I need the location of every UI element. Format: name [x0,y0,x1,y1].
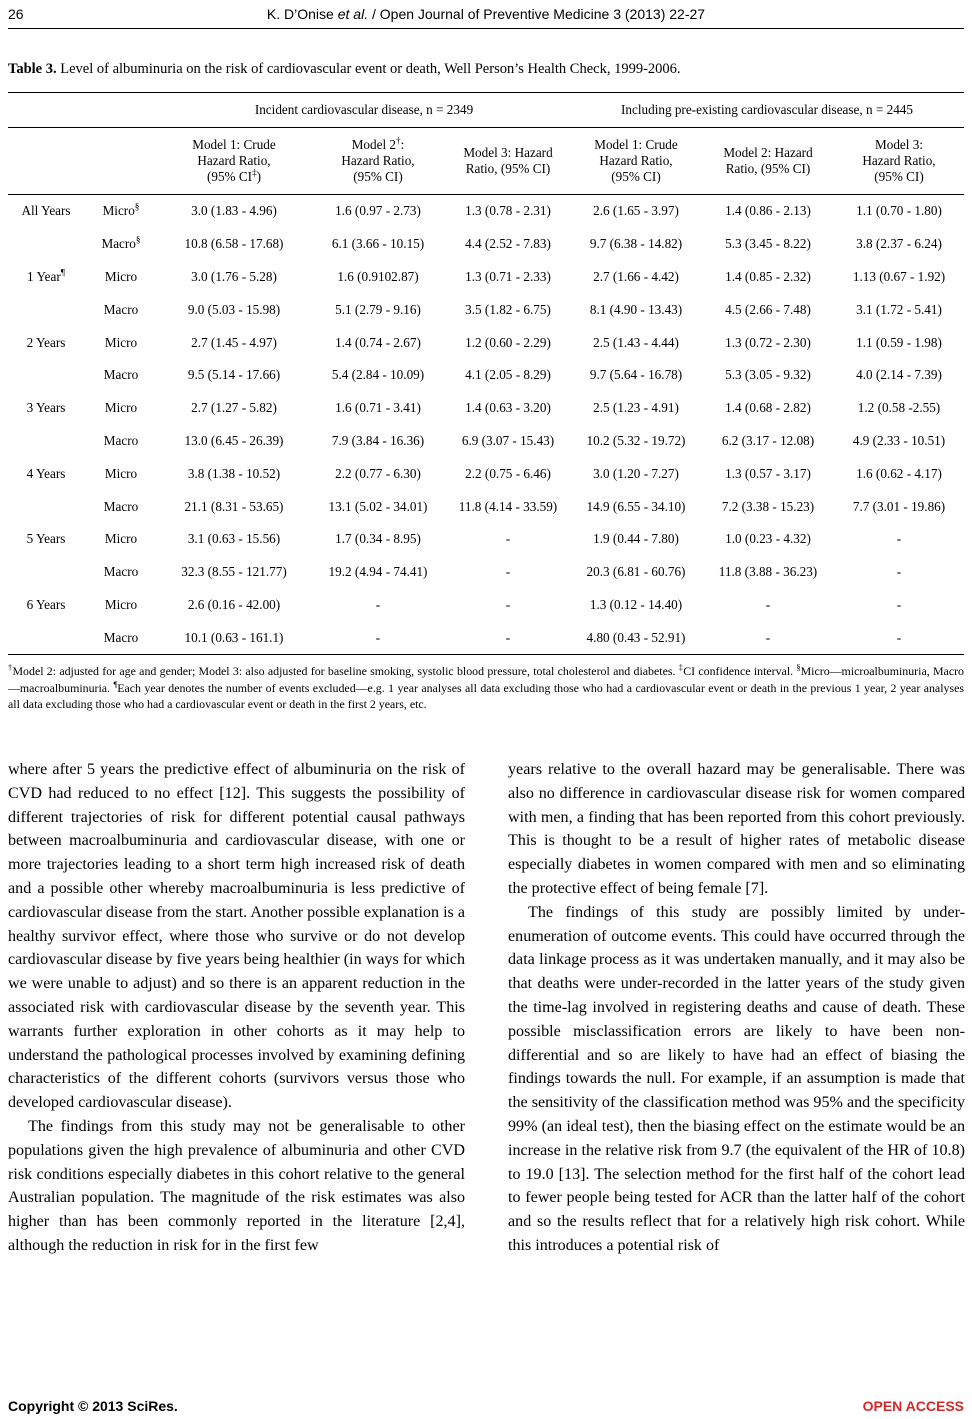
table-cell: 1.3 (0.57 - 3.17) [725,465,811,481]
row-albuminuria-type: Macro [84,621,158,654]
table-row [8,523,964,556]
column-header: Model 3: Hazard Ratio, (95% CI) [446,128,570,195]
row-year-label [8,425,84,458]
table-cell: 1.2 (0.60 - 2.29) [465,334,551,350]
row-year-label: All Years [21,203,71,219]
table-row [8,326,964,359]
table-row [8,228,964,261]
table-cell: 4.0 (2.14 - 7.39) [856,367,942,383]
table-cell: 3.0 (1.76 - 5.28) [191,268,277,284]
table-cell: 3.0 (1.20 - 7.27) [593,465,679,481]
column-header-row [8,128,964,195]
table-cell: 9.0 (5.03 - 15.98) [187,301,281,317]
table-cell: 10.2 (5.32 - 19.72) [586,432,686,448]
row-albuminuria-type: Micro [104,334,138,350]
table-cell: 9.7 (6.38 - 14.82) [589,236,683,252]
table-row [8,392,964,425]
table-cell: 11.8 (4.14 - 33.59) [458,498,558,514]
table-cell: 2.5 (1.23 - 4.91) [593,400,679,416]
row-albuminuria-type: Macro [103,564,139,580]
table-cell: 2.7 (1.27 - 5.82) [191,400,277,416]
table-cell: 1.1 (0.70 - 1.80) [856,203,942,219]
column-header: Model 1: Crude Hazard Ratio, (95% CI‡) [158,128,310,195]
table-cell: 21.1 (8.31 - 53.65) [184,498,284,514]
table-cell: 5.4 (2.84 - 10.09) [331,367,425,383]
copyright: Copyright © 2013 SciRes. [8,1398,178,1414]
table-cell: 2.2 (0.75 - 6.46) [465,465,551,481]
table-cell: 5.1 (2.79 - 9.16) [335,301,421,317]
table-cell: 2.6 (1.65 - 3.97) [593,203,679,219]
table-cell: 11.8 (3.88 - 36.23) [718,564,818,580]
row-year-label [8,621,84,654]
table-cell: 6.2 (3.17 - 12.08) [721,432,815,448]
table-cell: 5.3 (3.45 - 8.22) [725,236,811,252]
table-cell: 1.3 (0.78 - 2.31) [465,203,551,219]
table-cell: 4.4 (2.52 - 7.83) [465,236,551,252]
table-cell: 1.6 (0.62 - 4.17) [856,465,942,481]
row-albuminuria-type: Micro [104,531,138,547]
table-cell: 1.4 (0.63 - 3.20) [465,400,551,416]
group-header-row [8,93,964,128]
table-cell: - [896,596,902,612]
row-albuminuria-type: Macro§ [101,234,141,252]
table-cell: 1.9 (0.44 - 7.80) [593,531,679,547]
table-cell: 1.4 (0.86 - 2.13) [725,203,811,219]
results-table [8,92,964,655]
table-cell: 1.2 (0.58 -2.55) [857,400,941,416]
table-row [8,490,964,523]
table-cell: 2.7 (1.66 - 4.42) [593,268,679,284]
table-cell: - [310,621,446,654]
table-cell: 14.9 (6.55 - 34.10) [586,498,686,514]
table-cell: 3.8 (2.37 - 6.24) [856,236,942,252]
column-header: Model 2: Hazard Ratio, (95% CI) [702,128,834,195]
table-row [8,425,964,458]
table-row [8,195,964,228]
row-albuminuria-type: Micro [104,465,138,481]
table-cell: 2.5 (1.43 - 4.44) [593,334,679,350]
table-cell: - [375,596,381,612]
table-footnote: †Model 2: adjusted for age and gender; Model 3: also adjusted for baseline smoking, systolic blood pressure, total cholesterol and diabetes. ‡CI confidence interval. §Micro—microalbuminuria, Macro—macroalbuminuria. ¶Each year denotes the number of events excluded—e.g. 1 year analyses all data excluding those who had a cardiovascular event or death in the previous 1 year, 2 year analyses all data excluding those who had a cardiovascular event or death in the first 2 years, etc. [8,663,965,711]
table-cell: 1.13 (0.67 - 1.92) [852,268,946,284]
column-header: Model 1: Crude Hazard Ratio, (95% CI) [570,128,702,195]
table-cell: - [765,596,771,612]
row-year-label [8,490,84,523]
table-cell: 6.1 (3.66 - 10.15) [331,236,425,252]
table-cell: - [702,621,834,654]
table-row [8,359,964,392]
table-cell: 7.9 (3.84 - 16.36) [331,432,425,448]
table-cell: 1.3 (0.72 - 2.30) [725,334,811,350]
table-cell: 1.7 (0.34 - 8.95) [335,531,421,547]
table-cell: - [446,621,570,654]
table-cell: 1.6 (0.97 - 2.73) [335,203,421,219]
table-row [8,261,964,294]
header-rule [8,28,964,29]
row-year-label: 2 Years [26,334,66,350]
table-row [8,621,964,654]
running-title: K. D’Onise et al. / Open Journal of Preventive Medicine 3 (2013) 22-27 [266,6,706,22]
table-cell: 1.4 (0.85 - 2.32) [725,268,811,284]
paragraph: where after 5 years the predictive effect of albuminuria on the risk of CVD had reduced to no effect [12]. This suggests the possibility of different trajectories of risk for different potential causal pathways between macroalbuminuria and cardiovascular disease, with one or more trajectories leading to a short term high increased risk of death and a possible other whereby macroalbuminuria is less predictive of cardiovascular disease from the start. Another possible explanation is a healthy survivor effect, where those who survive or do not develop cardiovascular disease by five years being healthier (in ways for which we were unable to adjust) and so there is an apparent reduction in the associated risk with cardiovascular disease by the seventh year. This warrants further exploration in other cohorts as it may help to understand the pathological processes involved by examining defining characteristics of the different cohorts (survivors versus those who developed cardiovascular disease). [8,761,465,1112]
column-header: Model 3: Hazard Ratio, (95% CI) [834,128,964,195]
table-cell: 2.2 (0.77 - 6.30) [335,465,421,481]
table-cell: 3.1 (0.63 - 15.56) [187,531,281,547]
table-cell: 3.0 (1.83 - 4.96) [191,203,277,219]
table-cell: 1.3 (0.71 - 2.33) [465,268,551,284]
table-cell: 4.5 (2.66 - 7.48) [725,301,811,317]
row-year-label: 4 Years [26,465,66,481]
table-row [8,457,964,490]
table-cell: 5.3 (3.05 - 9.32) [725,367,811,383]
row-year-label [8,293,84,326]
group-header-including: Including pre-existing cardiovascular disease, n = 2445 [570,93,964,128]
table-cell: 6.9 (3.07 - 15.43) [461,432,555,448]
table-cell: 1.0 (0.23 - 4.32) [725,531,811,547]
table-cell: 19.2 (4.94 - 74.41) [328,564,428,580]
row-year-label: 3 Years [26,400,66,416]
table-row [8,556,964,589]
table-cell: 1.4 (0.74 - 2.67) [335,334,421,350]
table-cell: - [834,621,964,654]
body-column-right [508,758,965,1258]
table-row [8,589,964,622]
row-year-label [8,359,84,392]
table-cell: 4.9 (2.33 - 10.51) [852,432,946,448]
results-table-container [8,92,964,655]
table-cell: 3.1 (1.72 - 5.41) [856,301,942,317]
table-cell: - [505,596,511,612]
table-cell: 3.5 (1.82 - 6.75) [465,301,551,317]
row-albuminuria-type: Macro [103,498,139,514]
group-header-incident: Incident cardiovascular disease, n = 2349 [158,93,570,128]
paragraph: The findings from this study may not be generalisable to other populations given the high prevalence of albuminuria and other CVD risk conditions especially diabetes in this cohort relative to the general Australian population. The magnitude of the risk estimates was also higher than has been commonly reported in the literature [2,4], although the reduction in risk for in the first few [8,1117,465,1254]
table-cell: 20.3 (6.81 - 60.76) [586,564,686,580]
column-header: Model 2†: Hazard Ratio, (95% CI) [310,128,446,195]
table-cell: 4.80 (0.43 - 52.91) [570,621,702,654]
row-year-label: 5 Years [26,531,66,547]
table-cell: 2.7 (1.45 - 4.97) [191,334,277,350]
paragraph: The findings of this study are possibly limited by under-enumeration of outcome events. This could have occurred through the data linkage process as it was undertaken manually, and it may also be that deaths were under-recorded in the latter years of the study given the time-lag involved in registering deaths and cause of death. These possible misclassification errors are likely to have been non-differential and so are likely to have had an effect of biasing the findings towards the null. For example, if an assumption is made that the sensitivity of the classification method was 95% and the specificity 99% (an ideal test), then the biasing effect on the estimate would be an increase in the relative risk from 9.7 (the equivalent of the HR of 10.8) to 19.0 [13]. The selection method for the first half of the cohort lead to fewer people being tested for ACR than the latter half of the cohort and so the results reflect that for a relatively high risk cohort. While this introduces a potential risk of [508,903,965,1254]
table-cell: 9.5 (5.14 - 17.66) [187,367,281,383]
row-albuminuria-type: Micro [104,596,138,612]
table-cell: 3.8 (1.38 - 10.52) [187,465,281,481]
table-cell: 8.1 (4.90 - 13.43) [589,301,683,317]
page-header [0,6,972,26]
table-cell: 2.6 (0.16 - 42.00) [187,596,281,612]
table-cell: - [505,564,511,580]
table-cell: 1.6 (0.71 - 3.41) [335,400,421,416]
table-cell: 1.4 (0.68 - 2.82) [725,400,811,416]
row-albuminuria-type: Macro [103,367,139,383]
table-cell: 13.0 (6.45 - 26.39) [184,432,284,448]
table-cell: 1.1 (0.59 - 1.98) [856,334,942,350]
row-albuminuria-type: Micro§ [102,202,140,219]
table-row [8,293,964,326]
table-cell: 32.3 (8.55 - 121.77) [181,564,287,580]
row-albuminuria-type: Micro [104,400,138,416]
table-cell: 7.2 (3.38 - 15.23) [721,498,815,514]
table-cell: 10.1 (0.63 - 161.1) [158,621,310,654]
table-cell: 13.1 (5.02 - 34.01) [328,498,428,514]
row-albuminuria-type: Macro [103,432,139,448]
page-number: 26 [8,6,24,22]
table-cell: 4.1 (2.05 - 8.29) [465,367,551,383]
row-year-label [8,556,84,589]
row-year-label: 1 Year¶ [27,267,65,284]
row-albuminuria-type: Macro [103,301,139,317]
paragraph: years relative to the overall hazard may be generalisable. There was also no difference in cardiovascular disease risk for women compared with men, a finding that has been reported from this cohort previously. This is thought to be a result of higher rates of metabolic disease especially diabetes in women compared with men and so eliminating the protective effect of being female [7]. [508,761,965,897]
body-column-left [8,758,465,1258]
table-cell: - [505,531,511,547]
table-cell: 7.7 (3.01 - 19.86) [852,498,946,514]
open-access-label: OPEN ACCESS [862,1398,964,1414]
table-cell: 10.8 (6.58 - 17.68) [184,236,284,252]
row-albuminuria-type: Micro [104,268,138,284]
row-year-label: 6 Years [26,596,66,612]
table-cell: 1.6 (0.9102.87) [337,268,419,284]
table-caption: Table 3. Level of albuminuria on the risk of cardiovascular event or death, Well Person’s Health Check, 1999-2006. [8,61,681,77]
table-cell: 1.3 (0.12 - 14.40) [589,596,683,612]
table-cell: 9.7 (5.64 - 16.78) [589,367,683,383]
table-cell: - [896,564,902,580]
row-year-label [8,228,84,261]
table-cell: - [896,531,902,547]
